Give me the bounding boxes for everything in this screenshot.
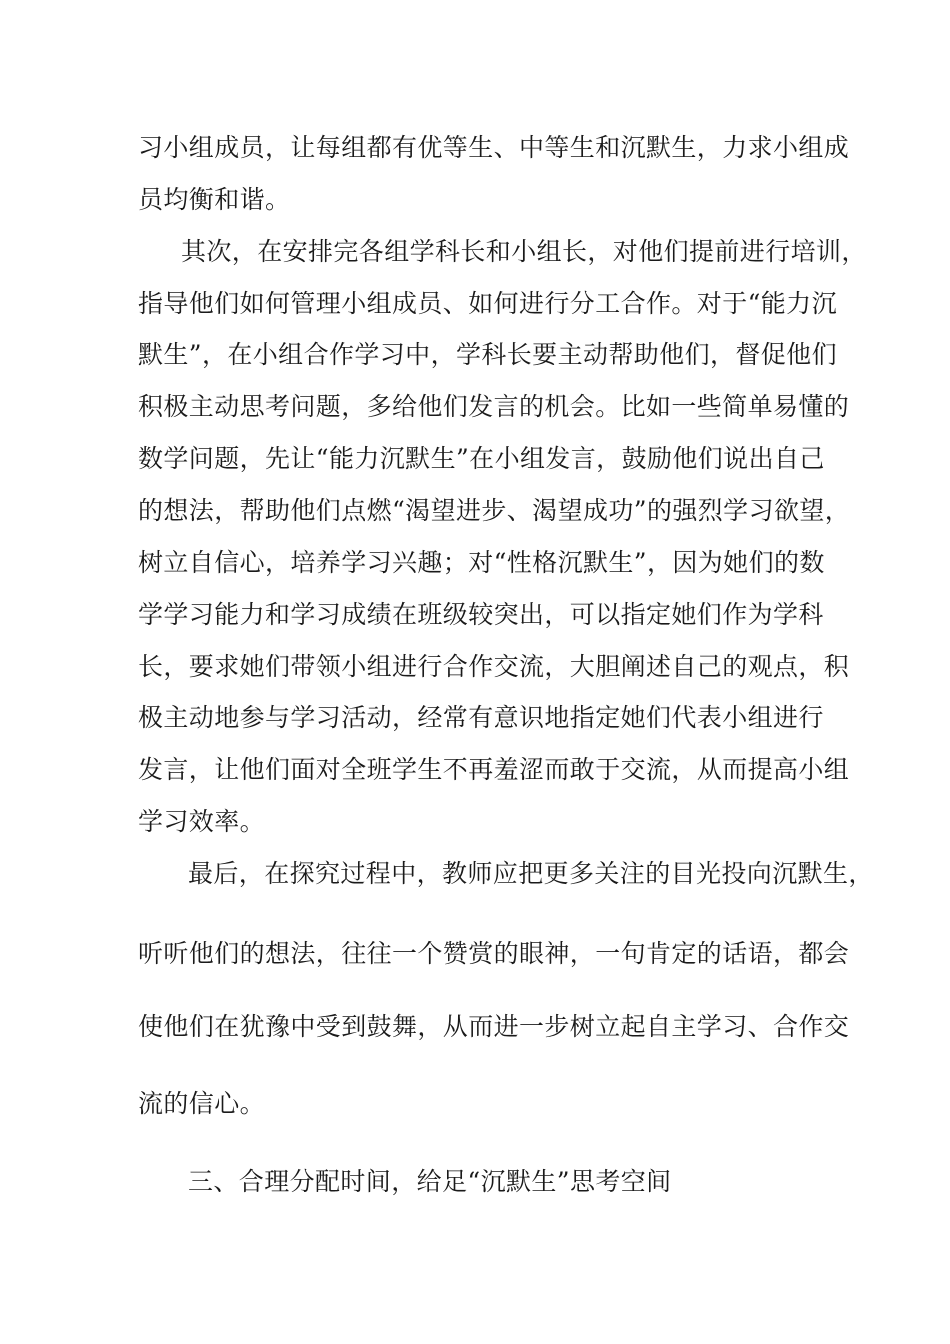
paragraph-line: 学习效率。	[138, 807, 266, 836]
paragraph-line: 发言，让他们面对全班学生不再羞涩而敢于交流，从而提高小组	[138, 755, 850, 784]
paragraph-line: 积极主动思考问题，多给他们发言的机会。比如一些简单易懂的	[138, 392, 850, 421]
paragraph-line: 的想法，帮助他们点燃“渴望进步、渴望成功”的强烈学习欲望，	[138, 496, 851, 525]
paragraph-line: 习小组成员，让每组都有优等生、中等生和沉默生，力求小组成	[138, 133, 850, 162]
paragraph-line: 默生”，在小组合作学习中，学科长要主动帮助他们，督促他们	[138, 340, 837, 369]
paragraph-line: 极主动地参与学习活动，经常有意识地指定她们代表小组进行	[138, 703, 824, 732]
paragraph-line: 最后，在探究过程中，教师应把更多关注的目光投向沉默生，	[188, 859, 874, 888]
paragraph-line: 数学问题，先让“能力沉默生”在小组发言，鼓励他们说出自己	[138, 444, 825, 473]
section-heading: 三、合理分配时间，给足“沉默生”思考空间	[188, 1167, 672, 1196]
paragraph-line: 长，要求她们带领小组进行合作交流，大胆阐述自己的观点，积	[138, 652, 850, 681]
paragraph-line: 流的信心。	[138, 1089, 266, 1118]
paragraph-line: 使他们在犹豫中受到鼓舞，从而进一步树立起自主学习、合作交	[138, 1012, 850, 1041]
paragraph-line: 其次，在安排完各组学科长和小组长，对他们提前进行培训，	[181, 237, 867, 266]
paragraph-line: 员均衡和谐。	[138, 185, 291, 214]
paragraph-line: 学学习能力和学习成绩在班级较突出，可以指定她们作为学科	[138, 600, 824, 629]
paragraph-line: 指导他们如何管理小组成员、如何进行分工合作。对于“能力沉	[138, 289, 837, 318]
paragraph-line: 听听他们的想法，往往一个赞赏的眼神，一句肯定的话语，都会	[138, 939, 850, 968]
paragraph-line: 树立自信心，培养学习兴趣；对“性格沉默生”，因为她们的数	[138, 548, 825, 577]
